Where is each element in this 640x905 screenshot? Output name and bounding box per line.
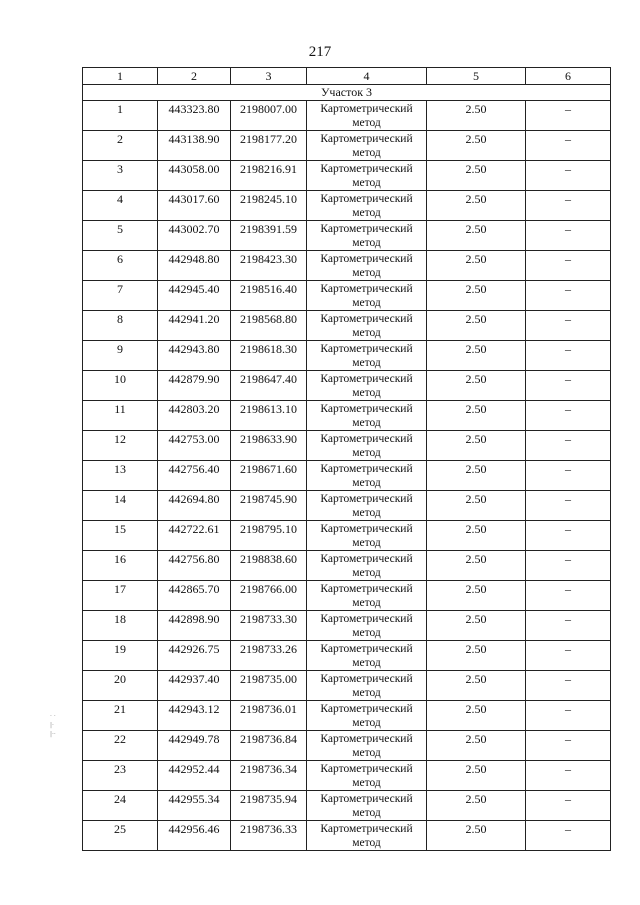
table-cell: 442937.40 bbox=[158, 671, 231, 701]
header-row bbox=[83, 68, 611, 85]
table-cell: 442949.78 bbox=[158, 731, 231, 761]
table-cell: 2.50 bbox=[427, 221, 526, 251]
table-row bbox=[83, 581, 611, 611]
table-row bbox=[83, 221, 611, 251]
table-cell: Картометрический метод bbox=[307, 551, 427, 581]
table-cell: 2198613.10 bbox=[231, 401, 307, 431]
table-cell: Картометрический метод bbox=[307, 491, 427, 521]
page-number: 217 bbox=[308, 44, 332, 60]
table-cell: 2.50 bbox=[427, 161, 526, 191]
table-cell: 3 bbox=[83, 161, 158, 191]
table-cell: 6 bbox=[83, 251, 158, 281]
table-row bbox=[83, 311, 611, 341]
table-row bbox=[83, 101, 611, 131]
table-cell: 442945.40 bbox=[158, 281, 231, 311]
table-cell: – bbox=[526, 641, 611, 671]
table-cell: 12 bbox=[83, 431, 158, 461]
table-cell: 2198633.90 bbox=[231, 431, 307, 461]
table-cell: 2198647.40 bbox=[231, 371, 307, 401]
table-cell: Картометрический метод bbox=[307, 791, 427, 821]
table-row bbox=[83, 491, 611, 521]
table-cell: 16 bbox=[83, 551, 158, 581]
table-cell: Картометрический метод bbox=[307, 131, 427, 161]
table-cell: 442956.46 bbox=[158, 821, 231, 851]
table-cell: 442694.80 bbox=[158, 491, 231, 521]
table-cell: – bbox=[526, 371, 611, 401]
table-cell: – bbox=[526, 761, 611, 791]
table-cell: Картометрический метод bbox=[307, 701, 427, 731]
table-cell: 2198736.33 bbox=[231, 821, 307, 851]
table-row bbox=[83, 791, 611, 821]
table-cell: – bbox=[526, 431, 611, 461]
section-row bbox=[83, 85, 611, 101]
table-cell: 2.50 bbox=[427, 761, 526, 791]
table-row bbox=[83, 431, 611, 461]
table-cell: – bbox=[526, 281, 611, 311]
table-cell: 2.50 bbox=[427, 521, 526, 551]
table-cell: Картометрический метод bbox=[307, 101, 427, 131]
table-cell: 442803.20 bbox=[158, 401, 231, 431]
table-row bbox=[83, 401, 611, 431]
table-cell: 2198245.10 bbox=[231, 191, 307, 221]
table-cell: 442948.80 bbox=[158, 251, 231, 281]
table-cell: 442941.20 bbox=[158, 311, 231, 341]
table-cell: Картометрический метод bbox=[307, 401, 427, 431]
table-row bbox=[83, 521, 611, 551]
table-cell: 442926.75 bbox=[158, 641, 231, 671]
table-row bbox=[83, 161, 611, 191]
table-cell: – bbox=[526, 671, 611, 701]
table-cell: 2.50 bbox=[427, 281, 526, 311]
table-cell: Картометрический метод bbox=[307, 371, 427, 401]
table-cell: Картометрический метод bbox=[307, 341, 427, 371]
table-cell: 25 bbox=[83, 821, 158, 851]
table-cell: Картометрический метод bbox=[307, 431, 427, 461]
table-cell: Картометрический метод bbox=[307, 731, 427, 761]
table-cell: 2198391.59 bbox=[231, 221, 307, 251]
table-cell: 2.50 bbox=[427, 311, 526, 341]
table-cell: 443323.80 bbox=[158, 101, 231, 131]
table-cell: 2198671.60 bbox=[231, 461, 307, 491]
table-cell: 2 bbox=[83, 131, 158, 161]
table-cell: 15 bbox=[83, 521, 158, 551]
header-cell: 5 bbox=[427, 68, 526, 85]
table-cell: 442952.44 bbox=[158, 761, 231, 791]
table-cell: 2.50 bbox=[427, 101, 526, 131]
table-cell: 2.50 bbox=[427, 821, 526, 851]
table-cell: 2198766.00 bbox=[231, 581, 307, 611]
table-cell: 2198838.60 bbox=[231, 551, 307, 581]
table-cell: 2.50 bbox=[427, 641, 526, 671]
table-cell: 2198733.30 bbox=[231, 611, 307, 641]
table-cell: – bbox=[526, 161, 611, 191]
table-row bbox=[83, 641, 611, 671]
table-cell: 442943.80 bbox=[158, 341, 231, 371]
table-cell: 2.50 bbox=[427, 701, 526, 731]
table-cell: – bbox=[526, 701, 611, 731]
table-row bbox=[83, 461, 611, 491]
table-cell: – bbox=[526, 221, 611, 251]
table-cell: – bbox=[526, 551, 611, 581]
table-cell: 2198423.30 bbox=[231, 251, 307, 281]
table-cell: 442753.00 bbox=[158, 431, 231, 461]
table-cell: 2198736.34 bbox=[231, 761, 307, 791]
table-cell: 2.50 bbox=[427, 431, 526, 461]
table-cell: 443138.90 bbox=[158, 131, 231, 161]
table-cell: 2.50 bbox=[427, 251, 526, 281]
table-cell: – bbox=[526, 461, 611, 491]
table-cell: Картометрический метод bbox=[307, 191, 427, 221]
table-cell: Картометрический метод bbox=[307, 671, 427, 701]
table-row bbox=[83, 701, 611, 731]
table-cell: 2198735.00 bbox=[231, 671, 307, 701]
table-cell: Картометрический метод bbox=[307, 311, 427, 341]
table-cell: 2.50 bbox=[427, 791, 526, 821]
table-cell: 2.50 bbox=[427, 461, 526, 491]
table-cell: 2198618.30 bbox=[231, 341, 307, 371]
table-cell: 8 bbox=[83, 311, 158, 341]
table-cell: 2198795.10 bbox=[231, 521, 307, 551]
table-cell: – bbox=[526, 101, 611, 131]
table-cell: 20 bbox=[83, 671, 158, 701]
header-cell: 1 bbox=[83, 68, 158, 85]
table-cell: 2198516.40 bbox=[231, 281, 307, 311]
table-row bbox=[83, 761, 611, 791]
table-cell: 22 bbox=[83, 731, 158, 761]
header-cell: 2 bbox=[158, 68, 231, 85]
table-row bbox=[83, 131, 611, 161]
table-cell: 2198736.01 bbox=[231, 701, 307, 731]
table-cell: Картометрический метод bbox=[307, 581, 427, 611]
table-cell: 442943.12 bbox=[158, 701, 231, 731]
table-cell: 13 bbox=[83, 461, 158, 491]
table-row bbox=[83, 251, 611, 281]
table-cell: Картометрический метод bbox=[307, 251, 427, 281]
table-cell: – bbox=[526, 731, 611, 761]
table-cell: 4 bbox=[83, 191, 158, 221]
table-cell: 21 bbox=[83, 701, 158, 731]
table-cell: 2.50 bbox=[427, 131, 526, 161]
table-row bbox=[83, 371, 611, 401]
table-cell: 2.50 bbox=[427, 611, 526, 641]
table-cell: 2198736.84 bbox=[231, 731, 307, 761]
table-cell: 2.50 bbox=[427, 731, 526, 761]
table-cell: – bbox=[526, 131, 611, 161]
table-cell: – bbox=[526, 791, 611, 821]
table-cell: 14 bbox=[83, 491, 158, 521]
table-cell: – bbox=[526, 611, 611, 641]
header-cell: 4 bbox=[307, 68, 427, 85]
table-row bbox=[83, 281, 611, 311]
table-cell: – bbox=[526, 341, 611, 371]
table-cell: 23 bbox=[83, 761, 158, 791]
table-cell: 2198007.00 bbox=[231, 101, 307, 131]
table-cell: 2198177.20 bbox=[231, 131, 307, 161]
table-cell: 442865.70 bbox=[158, 581, 231, 611]
table-cell: 443002.70 bbox=[158, 221, 231, 251]
table-cell: 442898.90 bbox=[158, 611, 231, 641]
table-cell: 442756.40 bbox=[158, 461, 231, 491]
table-cell: – bbox=[526, 251, 611, 281]
table-cell: 442722.61 bbox=[158, 521, 231, 551]
table-cell: 442879.90 bbox=[158, 371, 231, 401]
table-cell: Картометрический метод bbox=[307, 521, 427, 551]
section-title: Участок 3 bbox=[83, 85, 611, 101]
table-cell: 2.50 bbox=[427, 671, 526, 701]
table-cell: 2198745.90 bbox=[231, 491, 307, 521]
margin-marks: · · |· |·· bbox=[50, 713, 56, 738]
table-cell: 5 bbox=[83, 221, 158, 251]
table-cell: 2.50 bbox=[427, 551, 526, 581]
table-cell: – bbox=[526, 521, 611, 551]
table-cell: 11 bbox=[83, 401, 158, 431]
table-cell: 24 bbox=[83, 791, 158, 821]
table-cell: 443058.00 bbox=[158, 161, 231, 191]
table-cell: – bbox=[526, 401, 611, 431]
table-cell: 1 bbox=[83, 101, 158, 131]
table-row bbox=[83, 821, 611, 851]
table-cell: Картометрический метод bbox=[307, 641, 427, 671]
table-row bbox=[83, 731, 611, 761]
table-cell: 2.50 bbox=[427, 401, 526, 431]
table-cell: 17 bbox=[83, 581, 158, 611]
table-cell: 2.50 bbox=[427, 491, 526, 521]
table-cell: – bbox=[526, 581, 611, 611]
header-cell: 6 bbox=[526, 68, 611, 85]
table-cell: Картометрический метод bbox=[307, 821, 427, 851]
table-cell: Картометрический метод bbox=[307, 281, 427, 311]
table-cell: 442955.34 bbox=[158, 791, 231, 821]
table-row bbox=[83, 671, 611, 701]
table-row bbox=[83, 341, 611, 371]
table-cell: – bbox=[526, 311, 611, 341]
table-cell: 2198216.91 bbox=[231, 161, 307, 191]
table-cell: – bbox=[526, 491, 611, 521]
table-cell: 442756.80 bbox=[158, 551, 231, 581]
table-cell: 2198568.80 bbox=[231, 311, 307, 341]
table-cell: 2198735.94 bbox=[231, 791, 307, 821]
table-cell: Картометрический метод bbox=[307, 761, 427, 791]
table-cell: Картометрический метод bbox=[307, 221, 427, 251]
coordinates-table bbox=[82, 67, 611, 851]
table-cell: 2.50 bbox=[427, 581, 526, 611]
header-cell: 3 bbox=[231, 68, 307, 85]
table-cell: 19 bbox=[83, 641, 158, 671]
table-cell: – bbox=[526, 821, 611, 851]
table-cell: 18 bbox=[83, 611, 158, 641]
table-cell: 9 bbox=[83, 341, 158, 371]
table-cell: 7 bbox=[83, 281, 158, 311]
table-cell: 2.50 bbox=[427, 371, 526, 401]
table-cell: 2.50 bbox=[427, 341, 526, 371]
table-row bbox=[83, 191, 611, 221]
table-cell: Картометрический метод bbox=[307, 461, 427, 491]
table-cell: 443017.60 bbox=[158, 191, 231, 221]
table-row bbox=[83, 611, 611, 641]
table-cell: – bbox=[526, 191, 611, 221]
table-cell: 10 bbox=[83, 371, 158, 401]
table-cell: Картометрический метод bbox=[307, 611, 427, 641]
table-cell: Картометрический метод bbox=[307, 161, 427, 191]
table-cell: 2198733.26 bbox=[231, 641, 307, 671]
table-row bbox=[83, 551, 611, 581]
table-cell: 2.50 bbox=[427, 191, 526, 221]
